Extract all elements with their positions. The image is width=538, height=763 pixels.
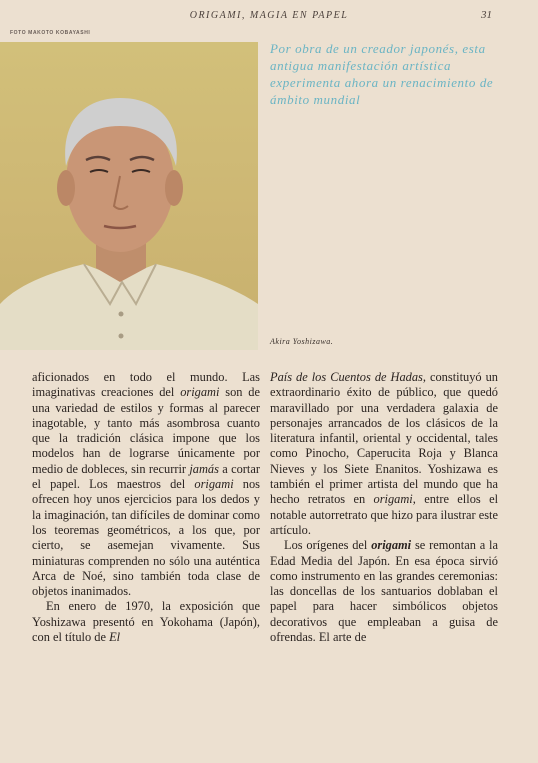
article-column-left (32, 370, 260, 645)
page-number: 31 (481, 9, 492, 21)
photo-credit: FOTO MAKOTO KOBAYASHI (10, 30, 91, 36)
paragraph: Los orígenes del origami se remontan a la Edad Media del Japón. En esa época sirvió como instrumento en las grandes ceremonias: las doncellas de los santuarios doblaban el papel para hacer simbólicos objetos decorativos que empleaban a guisa de ofrendas. El arte de (270, 538, 498, 645)
article-subtitle: Por obra de un creador japonés, esta antigua manifestación artística experimenta ahora un renacimiento de ámbito mundial (270, 41, 494, 107)
paragraph: aficionados en todo el mundo. Las imaginativas creaciones del origami son de una variedad de estilos y formas al parecer inagotable, y tanto más asombrosa cuanto que la tradición clásica impone que los modelos han de lograrse únicamente por medio de dobleces, sin recurrir jamás a cortar el papel. Los maestros del origami nos ofrecen hoy unos ejercicios para los dedos y la imaginación, tan difíciles de dominar como los teoremas geométricos, a los que, por cierto, se asemejan vivamente. Sus miniaturas comprenden no sólo una auténtica Arca de Noé, sino también toda clase de objetos inanimados. (32, 370, 261, 599)
article-column-right (270, 370, 498, 645)
photo-caption: Akira Yoshizawa. (270, 337, 334, 346)
paragraph: País de los Cuentos de Hadas, constituyó un extraordinario éxito de público, que quedó maravillado por una verdadera galaxia de personajes arrancados de los clásicos de la literatura infantil, oriental y occidental, tales como Pinocho, Caperucita Roja y Blanca Nieves y los Siete Enanitos. Yoshizawa es también el primer artista del mundo que ha hecho retratos en origami, entre ellos el notable autorretrato que hizo para ilustrar este artículo. (270, 370, 499, 537)
portrait-photo (0, 42, 258, 350)
running-header: ORIGAMI, MAGIA EN PAPEL (189, 10, 349, 21)
paragraph: En enero de 1970, la exposición que Yoshizawa presentó en Yokohama (Japón), con el título de El (32, 599, 260, 645)
portrait-illustration (0, 42, 258, 350)
